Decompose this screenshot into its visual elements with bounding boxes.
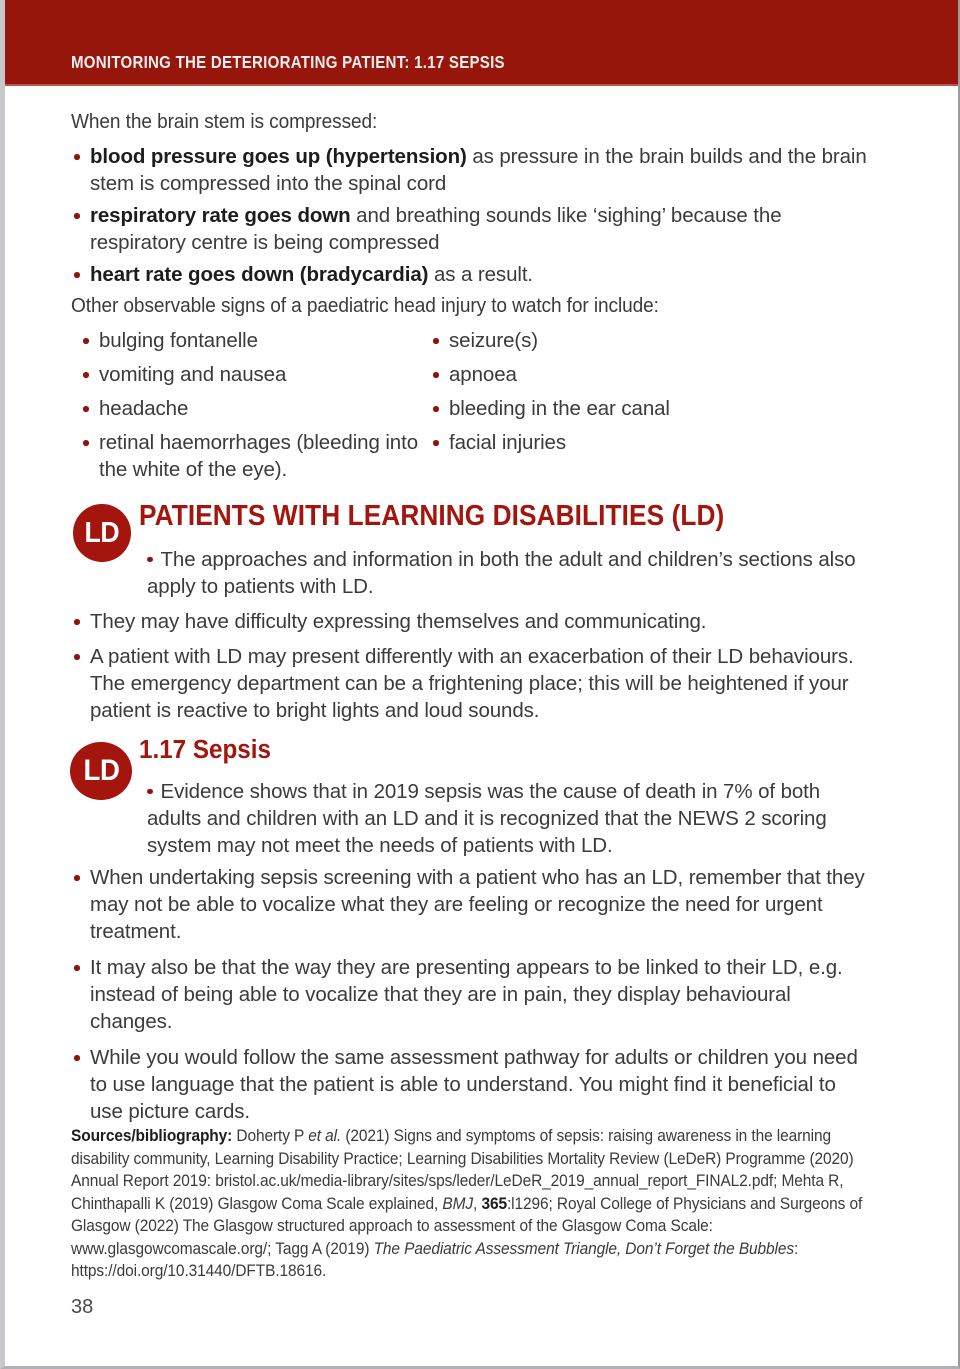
ld-first-bullet — [71, 546, 871, 600]
head-injury-column-left — [80, 327, 430, 490]
list-item — [71, 202, 881, 256]
section-heading-sepsis: 1.17 Sepsis — [139, 736, 271, 764]
bullet-rest: and breathing sounds like ‘sighing’ because the respiratory centre is being compressed — [90, 204, 782, 254]
sepsis-bullet-block — [71, 864, 871, 1130]
bibliography-volume: 365 — [481, 1194, 507, 1213]
bullet-dot-icon — [147, 557, 153, 563]
list-item: retinal haemorrhages (bleeding into the white of the eye). — [80, 429, 430, 483]
list-item: When undertaking sepsis screening with a patient who has an LD, remember that they may not be able to vocalize what they are feeling or recognize the need for urgent treatment. — [71, 864, 871, 945]
sepsis-first-bullet-inner — [71, 778, 876, 859]
list-item — [71, 261, 881, 288]
ld-first-bullet-inner — [71, 546, 871, 600]
bibliography-part-2: (2021) Signs and symptoms of sepsis: raising awareness in the learning disability community, Learning Disability Practice; Learning Disabilities Mortality Review (LeDeR) Programme (2020) Annual Report 2019: bristol.ac.uk/media-library/sites/sps/leder/LeDeR_2019_annual_report_FINAL2.pdf; Mehta R, Chinthapalli K (2019) Glasgow Coma Scale explained, — [71, 1127, 854, 1213]
bullet-bold-lead: heart rate goes down (bradycardia) — [90, 263, 429, 286]
bibliography-italic-3: The Paediatric Assessment Triangle, Don’t Forget the Bubbles — [373, 1239, 795, 1258]
head-injury-section — [65, 292, 885, 319]
bibliography-part-1: Doherty P — [232, 1127, 309, 1145]
list-item: headache — [80, 395, 430, 422]
bibliography-part-4: :l1296; Royal College of Physicians and Surgeons of Glasgow (2022) The Glasgow structured approach to assessment of the Glasgow Coma Scale: www.glasgowcomascale.org/; Tagg A (2019) — [71, 1194, 863, 1258]
page-header-bar — [5, 0, 958, 86]
list-item: facial injuries — [430, 429, 770, 456]
page-content — [5, 84, 958, 1366]
head-injury-intro: Other observable signs of a paediatric head injury to watch for include: — [71, 294, 659, 317]
list-item: A patient with LD may present differently with an exacerbation of their LD behaviours. The emergency department can be a frightening place; this will be heightened if your patient is reactive to bright lights and loud sounds. — [71, 643, 881, 724]
bullet-list — [80, 327, 430, 483]
list-item: bulging fontanelle — [80, 327, 430, 354]
list-item — [71, 143, 881, 197]
bullet-rest: as a result. — [428, 263, 534, 286]
sepsis-first-bullet-text: Evidence shows that in 2019 sepsis was the cause of death in 7% of both adults and children with an LD and it is recognized that the NEWS 2 scoring system may not meet the needs of patients with LD. — [147, 780, 827, 857]
list-item: vomiting and nausea — [80, 361, 430, 388]
bibliography-italic-2: BMJ — [442, 1194, 474, 1213]
brainstem-section — [71, 108, 881, 293]
list-item: apnoea — [430, 361, 770, 388]
bullet-dot-icon — [147, 789, 153, 795]
bibliography-part-3: , — [473, 1194, 482, 1213]
bibliography-part-5: : https://doi.org/10.31440/DFTB.18616. — [71, 1239, 799, 1280]
section-heading-learning-disabilities: PATIENTS WITH LEARNING DISABILITIES (LD) — [139, 500, 725, 532]
brainstem-intro: When the brain stem is compressed: — [71, 110, 378, 133]
bullet-list — [430, 327, 770, 456]
sources-bibliography — [71, 1125, 878, 1283]
sepsis-bullet-list — [71, 864, 871, 1125]
head-injury-column-right — [430, 327, 770, 490]
list-item: While you would follow the same assessment pathway for adults or children you need to use language that the patient is able to understand. You might find it beneficial to use picture cards. — [71, 1044, 871, 1125]
bullet-bold-lead: blood pressure goes up (hypertension) — [90, 145, 467, 168]
badge-label: LD — [83, 754, 119, 787]
badge-label: LD — [84, 516, 120, 549]
bullet-bold-lead: respiratory rate goes down — [90, 204, 351, 227]
list-item: It may also be that the way they are presenting appears to be linked to their LD, e.g. instead of being able to vocalize that they are in pain, they display behavioural changes. — [71, 954, 871, 1035]
bibliography-label: Sources/bibliography: — [71, 1127, 233, 1145]
brainstem-bullet-list — [71, 143, 881, 288]
page-header-title: MONITORING THE DETERIORATING PATIENT: 1.17 SEPSIS — [71, 52, 505, 72]
bullet-rest: as pressure in the brain builds and the brain stem is compressed into the spinal cord — [90, 145, 867, 195]
list-item: They may have difficulty expressing themselves and communicating. — [71, 608, 881, 635]
ld-bullet-list — [71, 608, 881, 724]
page-number: 38 — [71, 1296, 94, 1318]
head-injury-two-column-list — [80, 327, 770, 490]
ld-first-bullet-text: The approaches and information in both the adult and children’s sections also apply to patients with LD. — [147, 548, 856, 598]
list-item: bleeding in the ear canal — [430, 395, 770, 422]
list-item: seizure(s) — [430, 327, 770, 354]
ld-bullet-block — [71, 608, 881, 729]
bibliography-italic-1: et al. — [308, 1127, 342, 1145]
sepsis-first-bullet — [71, 778, 876, 859]
